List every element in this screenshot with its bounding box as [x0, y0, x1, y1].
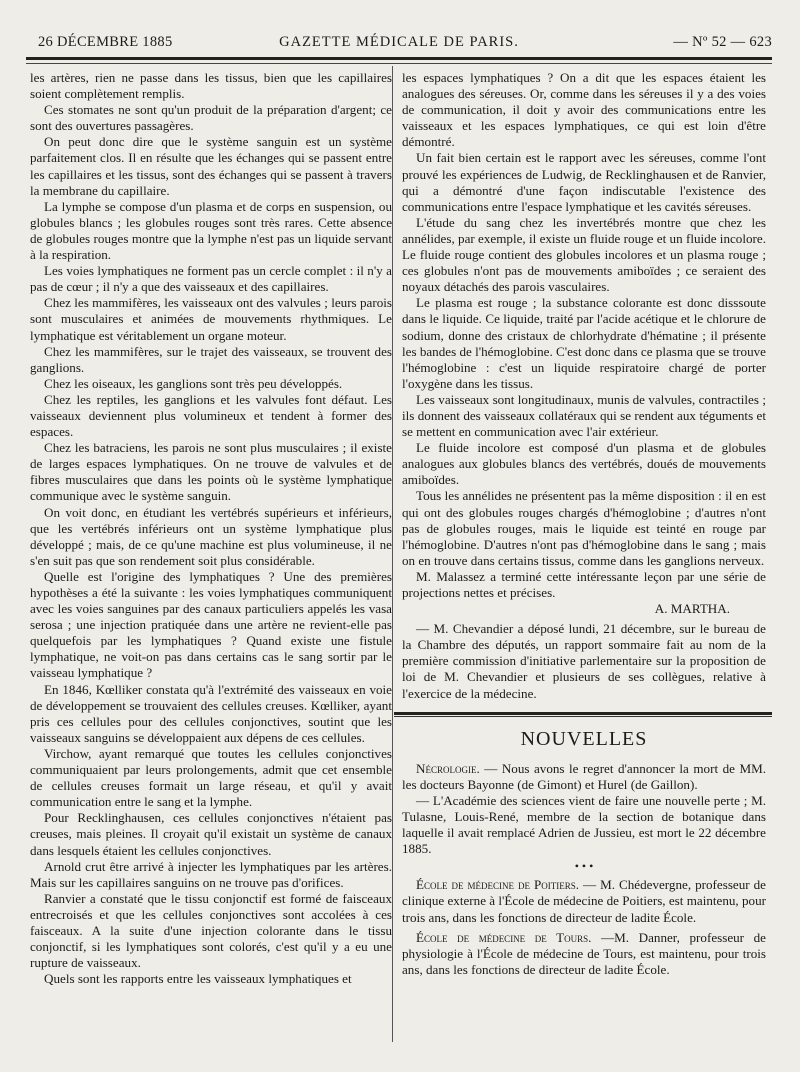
news-paragraph: — M. Chevandier a déposé lundi, 21 décembre, sur le bureau de la Chambre des députés, un rapport sommaire fait au nom de la première commission d'initiative parlementaire sur la proposition de loi de M. Chevandier et plusieurs de ses collègues, relative à l'exercice de la médecine.: [402, 621, 766, 701]
paragraph: M. Malassez a terminé cette intéressante leçon par une série de projections nettes et précises.: [402, 568, 766, 600]
separator-dots: • • •: [574, 859, 594, 874]
poitiers-text: — M. Chédevergne, professeur de clinique externe à l'École de médecine de Poitiers, est maintenu, pour trois ans, dans les fonctions de directeur de ladite École.: [402, 877, 766, 925]
tours-text: —M. Danner, professeur de physiologie à l'École de médecine de Tours, est maintenu, pour trois ans, dans les fonctions de directeur de ladite École.: [402, 929, 766, 977]
paragraph: Pour Recklinghausen, ces cellules conjonctives n'étaient pas creuses, mais pleines. Il croyait qu'il existait un système de canaux dans lesquels étaient les cellules conjonctives.: [30, 810, 392, 858]
paragraph: Les vaisseaux sont longitudinaux, munis de valvules, contractiles ; ils donnent des vaisseaux collatéraux qui se rendent aux téguments et se mettent en communication avec l'air extérieur.: [402, 391, 766, 440]
paragraph: On voit donc, en étudiant les vertébrés supérieurs et inférieurs, que les vertébrés inférieurs ont un système lymphatique plus développé ; mais, de ce qu'une machine est plus volumineuse, il ne s'en suit pas que son rendement soit plus considérable.: [30, 504, 392, 568]
header-issue: — Nº 52 — 623: [673, 34, 772, 50]
header-date: 26 DÉCEMBRE 1885: [38, 34, 173, 50]
necrologie-text: — Nous avons le regret d'annoncer la mort de MM. les docteurs Bayonne (de Gimont) et Hurel (de Gaillon).: [402, 760, 766, 792]
poitiers-label: École de médecine de Poitiers.: [416, 877, 580, 893]
paragraph: Chez les mammifères, sur le trajet des vaisseaux, se trouvent des ganglions.: [30, 343, 392, 375]
paragraph: Le fluide incolore est composé d'un plasma et de globules analogues aux globules blancs des vertébrés, doués de mouvements amiboïdes.: [402, 440, 766, 488]
paragraph: Ces stomates ne sont qu'un produit de la préparation d'argent; ce sont des ouvertures passagères.: [30, 102, 392, 134]
paragraph: Quels sont les rapports entre les vaisseaux lymphatiques et: [44, 971, 352, 987]
paragraph: les espaces lymphatiques ? On a dit que les espaces étaient les analogues des séreuses. Or, comme dans les séreuses il y a des voies de communication, il doit y avoir des communications entre les vaisseaux et les espaces lymphatiques, ce qui est loin d'être démontré.: [402, 70, 766, 150]
header-rule-thick: [26, 57, 772, 60]
paragraph: Virchow, ayant remarqué que toutes les cellules conjonctives communiquaient par leurs prolongements, admit que cet ensemble de cellules creuses formait un large réseau, et qu'il y avait communication entre le sang et la lymphe.: [30, 745, 392, 810]
author-signature: A. MARTHA.: [654, 601, 730, 617]
paragraph: les artères, rien ne passe dans les tissus, bien que les capillaires soient complètement remplis.: [30, 70, 392, 102]
paragraph: Quelle est l'origine des lymphatiques ? Une des premières hypothèses a été la suivante : les voies lymphatiques communiquent avec les voies sanguines par des canaux particuliers appelés les vasa serosa ; une injection pratiquée dans une artère ne revient-elle pas quelquefois par les lymphatiques ? Quand existe une fistule lymphatique, ne voit-on pas dans certains cas le sang sortir par le vaisseau lymphatique ?: [30, 568, 392, 681]
paragraph: Chez les reptiles, les ganglions et les valvules font défaut. Les vaisseaux deviennent plus volumineux et tendent à former des espaces.: [30, 391, 392, 440]
section-rule-thin: [394, 716, 772, 717]
header-title: GAZETTE MÉDICALE DE PARIS.: [279, 34, 519, 50]
paragraph: Chez les batraciens, les parois ne sont plus musculaires ; il existe de larges espaces lymphatiques. On ne trouve de valvules et de fibres musculaires que dans les points où le système lymphatique communique avec le système sanguin.: [30, 440, 392, 504]
right-column: [402, 70, 766, 978]
paragraph: Arnold crut être arrivé à injecter les lymphatiques par les artères. Mais sur les capillaires sanguins on ne trouve pas d'orifices.: [30, 858, 392, 890]
necrologie-label: Nécrologie.: [416, 760, 480, 776]
paragraph: Ranvier a constaté que le tissu conjonctif est formé de faisceaux entrecroisés et que les cellules conjonctives sont accolées à ces faisceaux. A la suite d'une injection colorante dans le tissu conjonctif, si les lymphatiques sont colorés, c'est qu'il y a eu une rupture de vaisseaux.: [30, 890, 392, 971]
paragraph: La lymphe se compose d'un plasma et de corps en suspension, ou globules blancs ; les globules rouges sont très rares. Cette absence de globules rouges montre que la lymphe n'est pas un liquide servant à la respiration.: [30, 198, 392, 263]
paragraph: Les voies lymphatiques ne forment pas un cercle complet : il n'y a pas de cœur ; il n'y a que des vaisseaux et des capillaires.: [30, 263, 392, 295]
paragraph: On peut donc dire que le système sanguin est un système parfaitement clos. Il en résulte que les échanges qui se passent entre les capillaires et les tissus, sont des échanges qui se passent à travers la membrane du capillaire.: [30, 134, 392, 198]
paragraph: En 1846, Kœlliker constata qu'à l'extrémité des vaisseaux en voie de développement se trouvaient des cellules creuses. Kœlliker, ayant pris ces cellules pour des cellules conjonctives, soutint que les vaisseaux sanguins se développaient aux dépens de ces cellules.: [30, 681, 392, 745]
column-divider: [392, 66, 393, 1042]
news-academie: — L'Académie des sciences vient de faire une nouvelle perte ; M. Tulasne, Louis-René, membre de la section de botanique dans laquelle il avait remplacé Adrien de Jussieu, est mort le 22 décembre 1885.: [402, 792, 766, 857]
paragraph: Tous les annélides ne présentent pas la même disposition : il en est qui ont des globules rouges chargés d'hémoglobine ; d'autres n'ont pas de globules rouges, mais le liquide est teinté en rouge par l'hémoglobine. D'autres n'ont pas d'hémoglobine dans le sang ; mais on en trouve dans certains tissus, comme dans les ganglions nerveux.: [402, 488, 766, 568]
header-rule-thin: [26, 63, 772, 64]
paragraph: Chez les oiseaux, les ganglions sont très peu développés.: [44, 375, 343, 391]
paragraph: Un fait bien certain est le rapport avec les séreuses, comme l'ont prouvé les expériences de Ludwig, de Recklinghausen et de Ranvier, qui a démontré d'une façon indiscutable l'existence des communications entre l'espace lymphatique et les cavités séreuses.: [402, 150, 766, 214]
news-necrologie: [402, 761, 766, 793]
page-header: [26, 34, 772, 56]
section-title-nouvelles: NOUVELLES: [520, 727, 648, 750]
tours-label: École de médecine de Tours.: [416, 929, 592, 945]
section-rule-thick: [394, 712, 772, 715]
paragraph: Chez les mammifères, les vaisseaux ont des valvules ; leurs parois sont musculaires et animées de mouvements rhythmiques. Le lymphatique est véritablement un organe moteur.: [30, 295, 392, 343]
paragraph: Le plasma est rouge ; la substance colorante est donc disssoute dans le liquide. Ce liquide, traité par l'acide acétique et le chlorure de sodium, donne des cristaux de chlorhydrate d'hématine ; il présente les bandes de l'hémoglobine. C'est donc dans ce plasma que se trouve l'hémoglobine : c'est un liquide respiratoire chargé de porter l'oxygène dans les tissus.: [402, 295, 766, 391]
news-tours: [402, 930, 766, 978]
left-column: [30, 70, 392, 987]
paragraph: L'étude du sang chez les invertébrés montre que chez les annélides, par exemple, il existe un fluide rouge et un fluide incolore. Le fluide rouge contient des globules incolores et un plasma rouge ; ces globules n'ont pas de mouvements amiboïdes ; ce seraient des noyaux détachés des parois vasculaires.: [402, 214, 766, 295]
news-poitiers: [402, 877, 766, 925]
